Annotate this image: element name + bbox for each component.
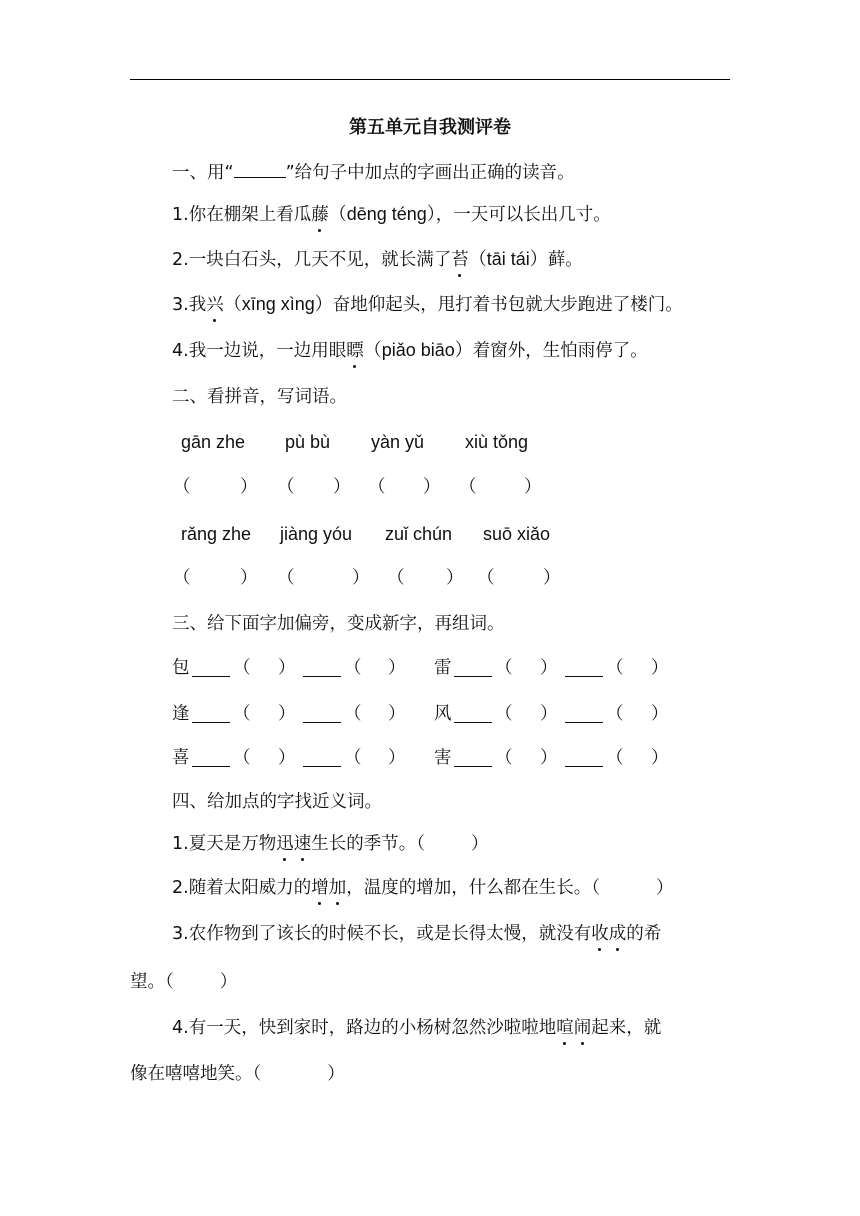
base-char: 喜 xyxy=(172,748,190,768)
answer-blank xyxy=(565,748,603,767)
section-2-heading: 二、看拼音，写词语。 xyxy=(172,387,347,407)
answer-paren-close: ） xyxy=(524,477,542,497)
answer-paren-close: ） xyxy=(278,748,296,768)
base-char: 逢 xyxy=(172,704,190,724)
underline-sample xyxy=(234,159,286,178)
pinyin-word: pù bù xyxy=(285,432,331,452)
page-title: 第五单元自我测评卷 xyxy=(349,117,511,138)
pinyin-word: xiù tǒng xyxy=(465,432,529,452)
answer-paren-close: ） xyxy=(278,658,296,678)
section-1-heading: 一、用“ ”给句子中加点的字画出正确的读音。 xyxy=(172,159,575,185)
answer-paren-open: （ xyxy=(387,568,405,588)
dotted-char: 闹 xyxy=(573,1018,592,1038)
s4-item-2: 2.随着太阳威力的增加，温度的增加，什么都在生长。（ ） xyxy=(172,878,674,898)
answer-paren-close: ） xyxy=(352,568,370,588)
dotted-char: 成 xyxy=(608,924,627,944)
answer-paren-close: ） xyxy=(388,704,406,724)
answer-blank xyxy=(454,658,492,677)
answer-paren-open: （ xyxy=(344,658,362,678)
answer-blank xyxy=(192,748,230,767)
answer-paren-close: ） xyxy=(651,704,669,724)
answer-paren-close: ） xyxy=(540,658,558,678)
base-char: 包 xyxy=(172,658,190,678)
answer-paren-open: （ xyxy=(344,704,362,724)
answer-paren-close: ） xyxy=(543,568,561,588)
answer-paren-open: （ xyxy=(606,748,624,768)
base-char: 雷 xyxy=(434,658,452,678)
pinyin-word: jiàng yóu xyxy=(280,524,353,544)
answer-paren-close: ） xyxy=(540,704,558,724)
section-4-heading: 四、给加点的字找近义词。 xyxy=(172,792,382,812)
pinyin-word: suō xiǎo xyxy=(483,524,551,544)
s1-item-4: 4.我一边说，一边用眼瞟（piǎo biāo）着窗外，生怕雨停了。 xyxy=(172,340,648,361)
dotted-char: 增 xyxy=(311,878,329,898)
answer-paren-open: （ xyxy=(495,704,513,724)
answer-paren-close: ） xyxy=(651,748,669,768)
s4-item-4-cont: 像在嘻嘻地笑。（ ） xyxy=(130,1064,345,1084)
answer-paren-open: （ xyxy=(368,477,386,497)
header-rule xyxy=(130,79,730,80)
answer-blank xyxy=(454,704,492,723)
dotted-char: 藤 xyxy=(311,205,329,225)
answer-paren-open: （ xyxy=(344,748,362,768)
dotted-char: 苔 xyxy=(451,250,469,270)
answer-blank xyxy=(192,704,230,723)
answer-paren-close: ） xyxy=(446,568,464,588)
pinyin-word: gān zhe xyxy=(181,432,246,452)
pinyin-word: zuǐ chún xyxy=(385,524,453,544)
answer-paren-open: （ xyxy=(477,568,495,588)
answer-paren-close: ） xyxy=(240,477,258,497)
answer-blank xyxy=(192,658,230,677)
answer-blank xyxy=(565,704,603,723)
dotted-char: 迅 xyxy=(276,834,294,854)
base-char: 风 xyxy=(434,704,452,724)
section-3-heading: 三、给下面字加偏旁，变成新字，再组词。 xyxy=(172,614,505,634)
answer-paren-open: （ xyxy=(233,748,251,768)
answer-paren-open: （ xyxy=(495,748,513,768)
answer-paren-open: （ xyxy=(173,477,191,497)
dotted-char: 速 xyxy=(293,834,312,854)
answer-paren-close: ） xyxy=(388,748,406,768)
answer-paren-close: ） xyxy=(278,704,296,724)
answer-paren-open: （ xyxy=(173,568,191,588)
answer-paren-close: ） xyxy=(240,568,258,588)
answer-blank xyxy=(565,658,603,677)
answer-blank xyxy=(303,748,341,767)
answer-blank xyxy=(303,704,341,723)
answer-paren-open: （ xyxy=(606,658,624,678)
answer-paren-open: （ xyxy=(459,477,477,497)
pinyin-word: rǎng zhe xyxy=(181,524,252,544)
dotted-char: 兴 xyxy=(206,295,224,315)
answer-paren-open: （ xyxy=(606,704,624,724)
answer-paren-close: ） xyxy=(651,658,669,678)
answer-paren-open: （ xyxy=(233,658,251,678)
s4-item-1: 1.夏天是万物迅速生长的季节。（ ） xyxy=(172,834,489,854)
s1-item-1: 1.你在棚架上看瓜藤（dēng téng），一天可以长出几寸。 xyxy=(172,204,611,225)
answer-paren-close: ） xyxy=(388,658,406,678)
answer-blank xyxy=(454,748,492,767)
s4-item-4: 4.有一天，快到家时，路边的小杨树忽然沙啦啦地喧闹起来，就 xyxy=(172,1018,662,1038)
answer-paren-close: ） xyxy=(540,748,558,768)
answer-paren-open: （ xyxy=(277,477,295,497)
answer-paren-open: （ xyxy=(233,704,251,724)
s1-item-2: 2.一块白石头，几天不见，就长满了苔（tāi tái）藓。 xyxy=(172,249,583,270)
s4-item-3: 3.农作物到了该长的时候不长，或是长得太慢，就没有收成的希 xyxy=(172,924,662,944)
answer-paren-open: （ xyxy=(495,658,513,678)
answer-blank xyxy=(303,658,341,677)
s1-item-3: 3.我兴（xīng xìng）奋地仰起头，甩打着书包就大步跑进了楼门。 xyxy=(172,294,683,315)
pinyin-word: yàn yǔ xyxy=(371,432,425,452)
answer-paren-close: ） xyxy=(423,477,441,497)
s4-item-3-cont: 望。（ ） xyxy=(130,972,238,992)
dotted-char: 喧 xyxy=(556,1018,574,1038)
dotted-char: 加 xyxy=(328,878,347,898)
dotted-char: 收 xyxy=(591,924,609,944)
answer-paren-close: ） xyxy=(333,477,351,497)
base-char: 害 xyxy=(434,748,452,768)
dotted-char: 瞟 xyxy=(346,341,364,361)
answer-paren-open: （ xyxy=(277,568,295,588)
